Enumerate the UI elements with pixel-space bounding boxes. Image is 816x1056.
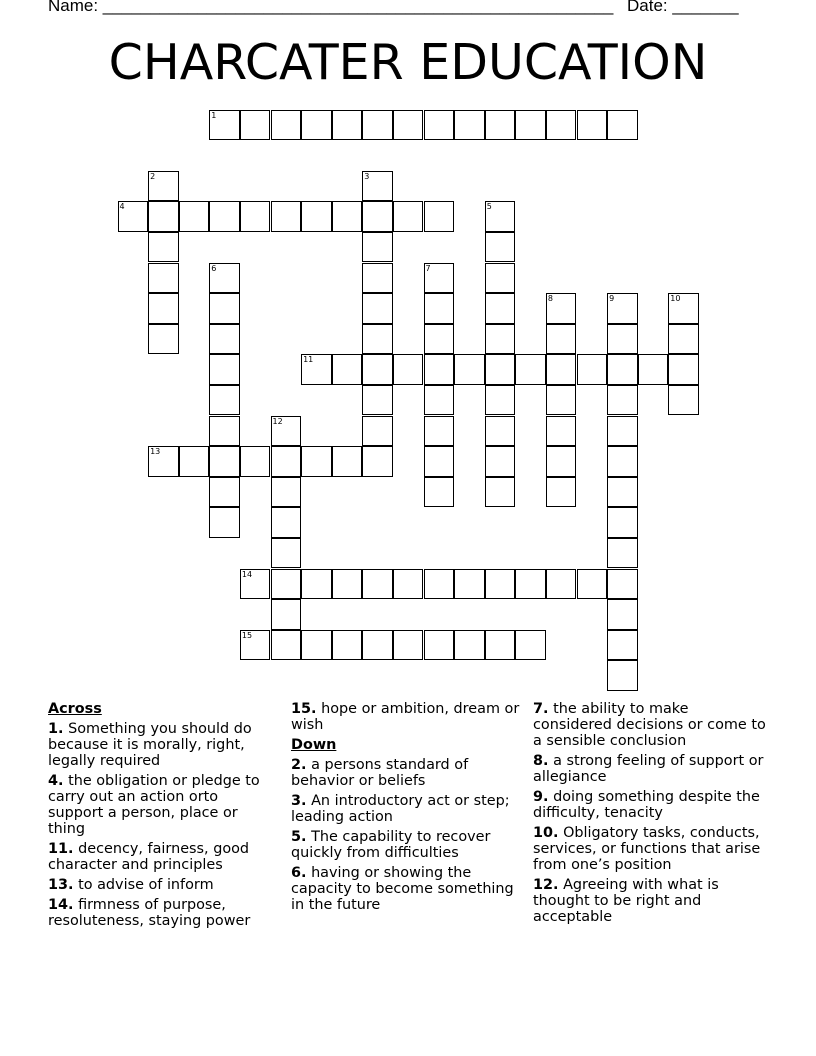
- grid-cell[interactable]: [485, 354, 516, 385]
- clue-number: 9: [609, 294, 615, 304]
- grid-cell[interactable]: [485, 232, 516, 263]
- grid-cell[interactable]: [515, 110, 546, 141]
- grid-cell[interactable]: [393, 630, 424, 661]
- clue-down-8: 8. a strong feeling of support or allegiance: [533, 753, 764, 785]
- grid-cell[interactable]: [179, 201, 210, 232]
- grid-cell[interactable]: [485, 630, 516, 661]
- grid-cell[interactable]: [424, 385, 455, 416]
- grid-cell[interactable]: [485, 324, 516, 355]
- grid-cell[interactable]: [607, 477, 638, 508]
- grid-cell[interactable]: [485, 477, 516, 508]
- grid-cell[interactable]: [271, 477, 302, 508]
- grid-cell[interactable]: [148, 324, 179, 355]
- grid-cell[interactable]: [668, 293, 699, 324]
- grid-cell[interactable]: [546, 569, 577, 600]
- grid-cell[interactable]: [607, 507, 638, 538]
- grid-cell[interactable]: [393, 201, 424, 232]
- grid-cell[interactable]: [362, 232, 393, 263]
- grid-cell[interactable]: [577, 110, 608, 141]
- grid-cell[interactable]: [577, 354, 608, 385]
- grid-cell[interactable]: [332, 630, 363, 661]
- grid-cell[interactable]: [607, 324, 638, 355]
- clue-across-11: 11. decency, fairness, good character and principles: [48, 841, 250, 873]
- clue-across-1: 1. Something you should do because it is morally, right, legally required: [48, 721, 252, 769]
- grid-cell[interactable]: [332, 110, 363, 141]
- grid-cell[interactable]: [485, 446, 516, 477]
- clue-number: 3: [364, 171, 370, 181]
- clue-number: 2: [150, 171, 156, 181]
- grid-cell[interactable]: [148, 446, 179, 477]
- clue-down-7: 7. the ability to make considered decisions or come to a sensible conclusion: [533, 701, 766, 749]
- grid-cell[interactable]: [424, 569, 455, 600]
- grid-cell[interactable]: [209, 354, 240, 385]
- clue-number: 6: [211, 263, 217, 273]
- grid-cell[interactable]: [546, 324, 577, 355]
- grid-cell[interactable]: [118, 201, 149, 232]
- grid-cell[interactable]: [362, 110, 393, 141]
- clue-number: 14: [241, 569, 253, 579]
- grid-cell[interactable]: [362, 171, 393, 202]
- grid-cell[interactable]: [209, 416, 240, 447]
- grid-cell[interactable]: [454, 354, 485, 385]
- grid-cell[interactable]: [607, 416, 638, 447]
- grid-cell[interactable]: [485, 263, 516, 294]
- grid-cell[interactable]: [485, 293, 516, 324]
- grid-cell[interactable]: [209, 446, 240, 477]
- grid-cell[interactable]: [546, 293, 577, 324]
- grid-cell[interactable]: [668, 385, 699, 416]
- grid-cell[interactable]: [362, 569, 393, 600]
- grid-cell[interactable]: [607, 538, 638, 569]
- grid-cell[interactable]: [607, 354, 638, 385]
- grid-cell[interactable]: [301, 569, 332, 600]
- clue-number: 12: [272, 416, 283, 426]
- grid-cell[interactable]: [301, 110, 332, 141]
- grid-cell[interactable]: [240, 569, 271, 600]
- grid-cell[interactable]: [668, 354, 699, 385]
- clue-across-14: 14. firmness of purpose, resoluteness, staying power: [48, 897, 251, 929]
- grid-cell[interactable]: [577, 569, 608, 600]
- clue-number: 10: [670, 294, 681, 304]
- grid-cell[interactable]: [332, 354, 363, 385]
- grid-cell[interactable]: [546, 416, 577, 447]
- grid-cell[interactable]: [424, 110, 455, 141]
- grid-cell[interactable]: [546, 385, 577, 416]
- grid-cell[interactable]: [515, 630, 546, 661]
- grid-cell[interactable]: [393, 110, 424, 141]
- clue-number: 15: [241, 630, 253, 640]
- grid-cell[interactable]: [454, 630, 485, 661]
- grid-cell[interactable]: [271, 569, 302, 600]
- grid-cell[interactable]: [546, 477, 577, 508]
- grid-cell[interactable]: [607, 630, 638, 661]
- grid-cell[interactable]: [271, 507, 302, 538]
- grid-cell[interactable]: [424, 630, 455, 661]
- grid-cell[interactable]: [362, 385, 393, 416]
- grid-cell[interactable]: [209, 293, 240, 324]
- grid-cell[interactable]: [515, 569, 546, 600]
- clue-across-15: 15. hope or ambition, dream or wish: [291, 701, 520, 733]
- clue-number: 8: [547, 294, 553, 304]
- grid-cell[interactable]: [148, 232, 179, 263]
- grid-cell[interactable]: [332, 201, 363, 232]
- grid-cell[interactable]: [454, 110, 485, 141]
- grid-cell[interactable]: [209, 324, 240, 355]
- grid-cell[interactable]: [424, 446, 455, 477]
- grid-cell[interactable]: [362, 201, 393, 232]
- grid-cell[interactable]: [393, 569, 424, 600]
- grid-cell[interactable]: [424, 201, 455, 232]
- clues-column-3: [533, 701, 768, 929]
- grid-cell[interactable]: [301, 354, 332, 385]
- grid-cell[interactable]: [424, 324, 455, 355]
- clue-down-12: 12. Agreeing with what is thought to be right and acceptable: [533, 877, 719, 925]
- grid-cell[interactable]: [148, 171, 179, 202]
- grid-cell[interactable]: [607, 293, 638, 324]
- clue-number: 7: [425, 263, 431, 273]
- clue-number: 1: [211, 110, 217, 120]
- grid-cell[interactable]: [362, 263, 393, 294]
- grid-cell[interactable]: [362, 324, 393, 355]
- down-heading: Down: [291, 737, 337, 753]
- page-title: CHARCATER EDUCATION: [108, 34, 708, 91]
- grid-cell[interactable]: [362, 446, 393, 477]
- grid-cell[interactable]: [424, 263, 455, 294]
- clue-down-10: 10. Obligatory tasks, conducts, services, or functions that arise from one’s position: [533, 825, 761, 873]
- grid-cell[interactable]: [668, 324, 699, 355]
- grid-cell[interactable]: [424, 293, 455, 324]
- grid-cell[interactable]: [301, 630, 332, 661]
- grid-cell[interactable]: [209, 110, 240, 141]
- grid-cell[interactable]: [240, 110, 271, 141]
- grid-cell[interactable]: [393, 354, 424, 385]
- grid-cell[interactable]: [332, 446, 363, 477]
- grid-cell[interactable]: [607, 660, 638, 691]
- grid-cell[interactable]: [362, 630, 393, 661]
- grid-cell[interactable]: [271, 599, 302, 630]
- grid-cell[interactable]: [240, 630, 271, 661]
- grid-cell[interactable]: [271, 446, 302, 477]
- grid-cell[interactable]: [607, 385, 638, 416]
- clue-across-4: 4. the obligation or pledge to carry out an action orto support a person, place or thing: [48, 773, 260, 837]
- grid-cell[interactable]: [271, 201, 302, 232]
- grid-cell[interactable]: [209, 477, 240, 508]
- grid-cell[interactable]: [607, 110, 638, 141]
- grid-cell[interactable]: [332, 569, 363, 600]
- grid-cell[interactable]: [424, 354, 455, 385]
- grid-cell[interactable]: [240, 201, 271, 232]
- clue-number: 13: [150, 447, 161, 457]
- clue-number: 11: [303, 355, 314, 365]
- grid-cell[interactable]: [362, 416, 393, 447]
- grid-cell[interactable]: [546, 446, 577, 477]
- clue-down-3: 3. An introductory act or step; leading action: [291, 793, 510, 825]
- clue-number: 5: [486, 202, 492, 212]
- grid-cell[interactable]: [240, 446, 271, 477]
- grid-cell[interactable]: [271, 416, 302, 447]
- grid-cell[interactable]: [148, 201, 179, 232]
- grid-cell[interactable]: [485, 201, 516, 232]
- grid-cell[interactable]: [301, 201, 332, 232]
- clue-down-5: 5. The capability to recover quickly from difficulties: [291, 829, 491, 861]
- grid-cell[interactable]: [454, 569, 485, 600]
- grid-cell[interactable]: [546, 354, 577, 385]
- clue-down-2: 2. a persons standard of behavior or beliefs: [291, 757, 469, 789]
- grid-cell[interactable]: [485, 416, 516, 447]
- grid-cell[interactable]: [485, 569, 516, 600]
- clue-down-9: 9. doing something despite the difficulty, tenacity: [533, 789, 760, 821]
- clues-column-1: [48, 701, 270, 933]
- grid-cell[interactable]: [209, 263, 240, 294]
- grid-cell[interactable]: [515, 354, 546, 385]
- grid-cell[interactable]: [607, 446, 638, 477]
- clues-column-2: [291, 701, 521, 917]
- grid-cell[interactable]: [546, 110, 577, 141]
- clue-down-6: 6. having or showing the capacity to become something in the future: [291, 865, 514, 913]
- grid-cell[interactable]: [148, 263, 179, 294]
- grid-cell[interactable]: [271, 630, 302, 661]
- grid-cell[interactable]: [179, 446, 210, 477]
- grid-cell[interactable]: [485, 110, 516, 141]
- name-field-label: Name: ______________________________________________________: [48, 0, 614, 15]
- grid-cell[interactable]: [485, 385, 516, 416]
- grid-cell[interactable]: [362, 354, 393, 385]
- grid-cell[interactable]: [638, 354, 669, 385]
- grid-cell[interactable]: [362, 293, 393, 324]
- grid-cell[interactable]: [424, 477, 455, 508]
- grid-cell[interactable]: [271, 538, 302, 569]
- grid-cell[interactable]: [301, 446, 332, 477]
- grid-cell[interactable]: [607, 599, 638, 630]
- grid-cell[interactable]: [209, 385, 240, 416]
- grid-cell[interactable]: [209, 507, 240, 538]
- grid-cell[interactable]: [148, 293, 179, 324]
- grid-cell[interactable]: [209, 201, 240, 232]
- grid-cell[interactable]: [424, 416, 455, 447]
- grid-cell[interactable]: [607, 569, 638, 600]
- clue-number: 4: [119, 202, 125, 212]
- clue-across-13: 13. to advise of inform: [48, 877, 214, 893]
- grid-cell[interactable]: [271, 110, 302, 141]
- date-field-label: Date: _______: [627, 0, 739, 15]
- across-heading: Across: [48, 701, 102, 717]
